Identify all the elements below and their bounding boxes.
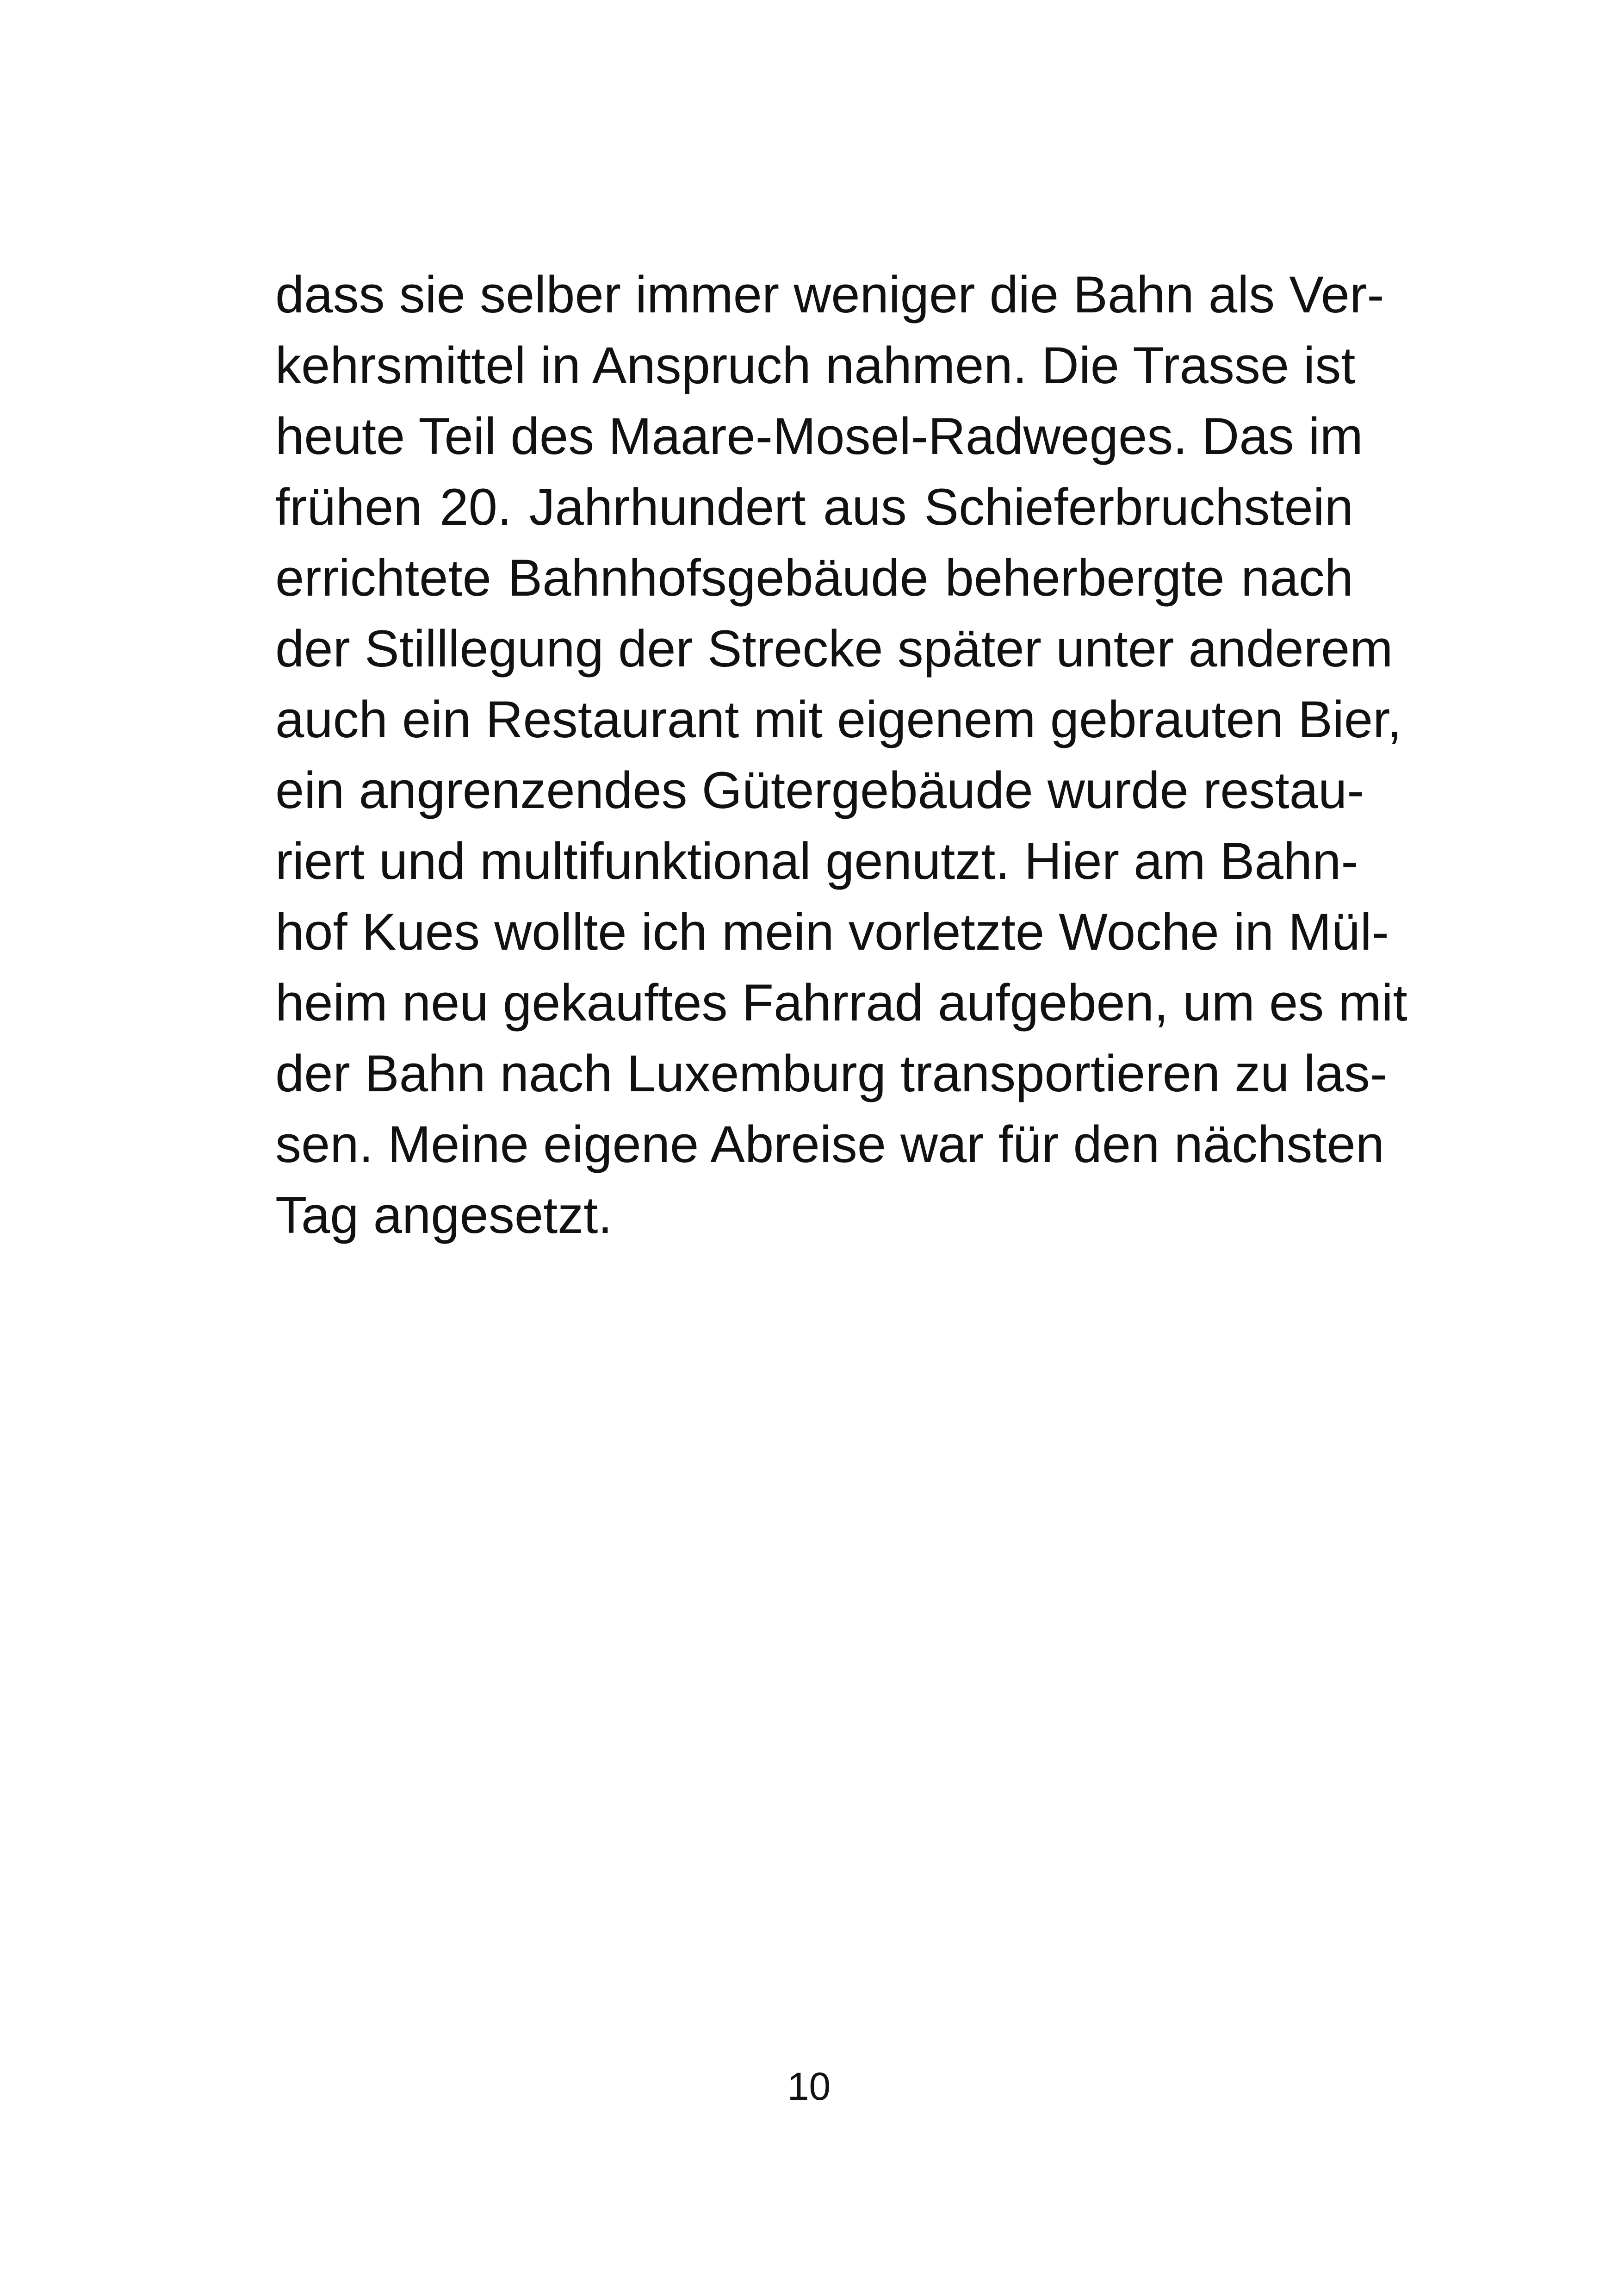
text-line: der Stilllegung der Strecke später unter anderem [275,620,1393,678]
text-line: errichtete Bahnhofsgebäude beherbergte nach [275,549,1353,607]
text-line: sen. Meine eigene Abreise war für den nächsten [275,1115,1385,1173]
text-line: riert und multifunktional genutzt. Hier am Bahn- [275,832,1358,890]
text-line: hof Kues wollte ich mein vorletzte Woche in Mül- [275,903,1389,961]
text-line: auch ein Restaurant mit eigenem gebrauten Bier, [275,691,1402,748]
text-line: kehrsmittel in Anspruch nahmen. Die Trasse ist [275,336,1356,394]
body-paragraph [275,259,1407,1251]
text-line: Tag angesetzt. [275,1186,613,1244]
text-line: dass sie selber immer weniger die Bahn als Ver- [275,266,1384,324]
page-number: 10 [787,2065,831,2108]
text-line: heute Teil des Maare-Mosel-Radweges. Das im [275,407,1363,465]
text-line: der Bahn nach Luxemburg transportieren zu las- [275,1045,1388,1102]
text-line: ein angrenzendes Gütergebäude wurde restau- [275,761,1364,819]
text-line: frühen 20. Jahrhundert aus Schieferbruchstein [275,478,1353,536]
text-line: heim neu gekauftes Fahrrad aufgeben, um es mit [275,974,1407,1032]
